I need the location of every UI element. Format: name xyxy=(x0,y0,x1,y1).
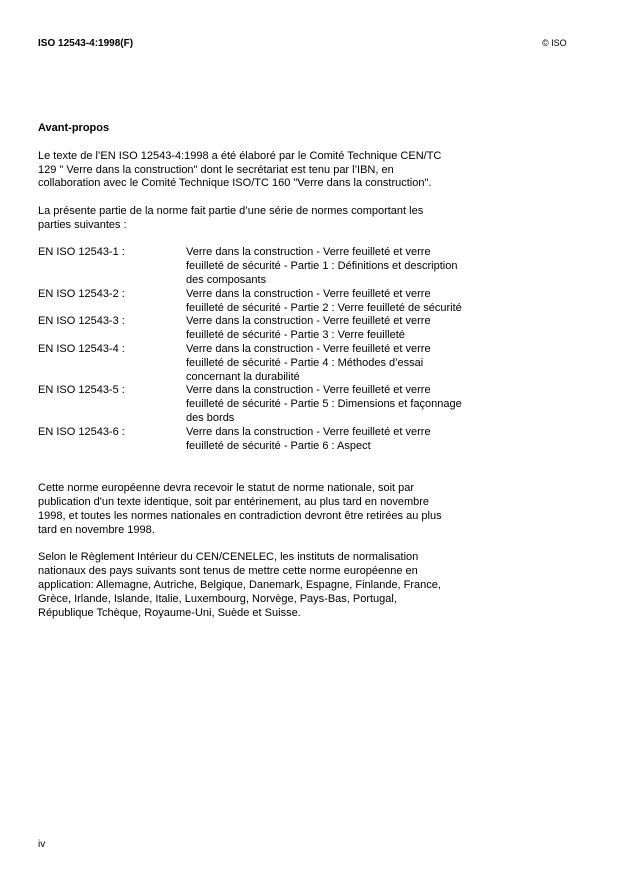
part-description xyxy=(186,384,518,425)
series-line: La présente partie de la norme fait partie d’une série de normes comportant les xyxy=(38,204,424,217)
part-row xyxy=(38,384,518,425)
foreword-section xyxy=(38,122,518,634)
document-id: ISO 12543-4:1998(F) xyxy=(38,38,134,49)
part-description-line: Verre dans la construction - Verre feuilleté et verre xyxy=(186,246,431,259)
part-description-line: feuilleté de sécurité - Partie 4 : Méthodes d’essai xyxy=(186,356,424,369)
status-line: Cette norme européenne devra recevoir le statut de norme nationale, soit par xyxy=(38,482,415,495)
part-code: EN ISO 12543-6 : xyxy=(38,425,125,438)
part-description-line: feuilleté de sécurité - Partie 2 : Verre feuilleté de sécurité xyxy=(186,301,462,314)
intro-line: collaboration avec le Comité Technique ISO/TC 160 "Verre dans la construction". xyxy=(38,177,432,190)
countries-line: Grèce, Irlande, Islande, Italie, Luxembourg, Norvège, Pays-Bas, Portugal, xyxy=(38,592,397,605)
part-code: EN ISO 12543-3 : xyxy=(38,315,125,328)
part-row xyxy=(38,426,518,454)
part-description xyxy=(186,426,518,454)
part-description-line: feuilleté de sécurité - Partie 6 : Aspect xyxy=(186,439,371,452)
part-description-line: Verre dans la construction - Verre feuilleté et verre xyxy=(186,287,431,300)
series-line: parties suivantes : xyxy=(38,218,127,231)
part-code: EN ISO 12543-1 : xyxy=(38,246,125,259)
part-description-line: feuilleté de sécurité - Partie 3 : Verre feuilleté xyxy=(186,329,405,342)
part-description-line: des composants xyxy=(186,273,267,286)
part-description-line: Verre dans la construction - Verre feuilleté et verre xyxy=(186,425,431,438)
part-description-line: feuilleté de sécurité - Partie 5 : Dimensions et façonnage xyxy=(186,398,462,411)
countries-line: application: Allemagne, Autriche, Belgique, Danemark, Espagne, Finlande, France, xyxy=(38,578,441,591)
countries-paragraph xyxy=(38,551,518,620)
part-row xyxy=(38,315,518,343)
part-description xyxy=(186,288,518,316)
part-row xyxy=(38,288,518,316)
part-code: EN ISO 12543-5 : xyxy=(38,384,125,397)
intro-line: 129 " Verre dans la construction" dont le secrétariat est tenu par l’IBN, en xyxy=(38,163,394,176)
part-row xyxy=(38,343,518,384)
status-line: publication d'un texte identique, soit par entérinement, au plus tard en novembre xyxy=(38,496,430,509)
part-description xyxy=(186,246,518,287)
part-description xyxy=(186,343,518,384)
part-code: EN ISO 12543-4 : xyxy=(38,342,125,355)
intro-paragraph xyxy=(38,150,518,191)
page-number: iv xyxy=(38,839,46,850)
countries-line: Selon le Règlement Intérieur du CEN/CENELEC, les instituts de normalisation xyxy=(38,551,419,564)
status-line: 1998, et toutes les normes nationales en contradiction devront être retirées au plus xyxy=(38,509,442,522)
intro-line: Le texte de l’EN ISO 12543-4:1998 a été élaboré par le Comité Technique CEN/TC xyxy=(38,149,442,162)
copyright-notice: © ISO xyxy=(542,38,567,48)
countries-line: République Tchèque, Royaume-Uni, Suède et Suisse. xyxy=(38,606,301,619)
part-description-line: des bords xyxy=(186,411,235,424)
part-description-line: Verre dans la construction - Verre feuilleté et verre xyxy=(186,342,431,355)
foreword-title: Avant-propos xyxy=(38,122,110,134)
part-description-line: concernant la durabilité xyxy=(186,370,300,383)
parts-list xyxy=(38,246,518,453)
part-row xyxy=(38,246,518,287)
series-paragraph xyxy=(38,205,518,233)
part-code: EN ISO 12543-2 : xyxy=(38,287,125,300)
part-description-line: Verre dans la construction - Verre feuilleté et verre xyxy=(186,384,431,397)
status-paragraph xyxy=(38,482,518,537)
part-description-line: Verre dans la construction - Verre feuilleté et verre xyxy=(186,315,431,328)
countries-line: nationaux des pays suivants sont tenus de mettre cette norme européenne en xyxy=(38,565,418,578)
part-description xyxy=(186,315,518,343)
part-description-line: feuilleté de sécurité - Partie 1 : Définitions et description xyxy=(186,260,458,273)
status-line: tard en novembre 1998. xyxy=(38,523,155,536)
